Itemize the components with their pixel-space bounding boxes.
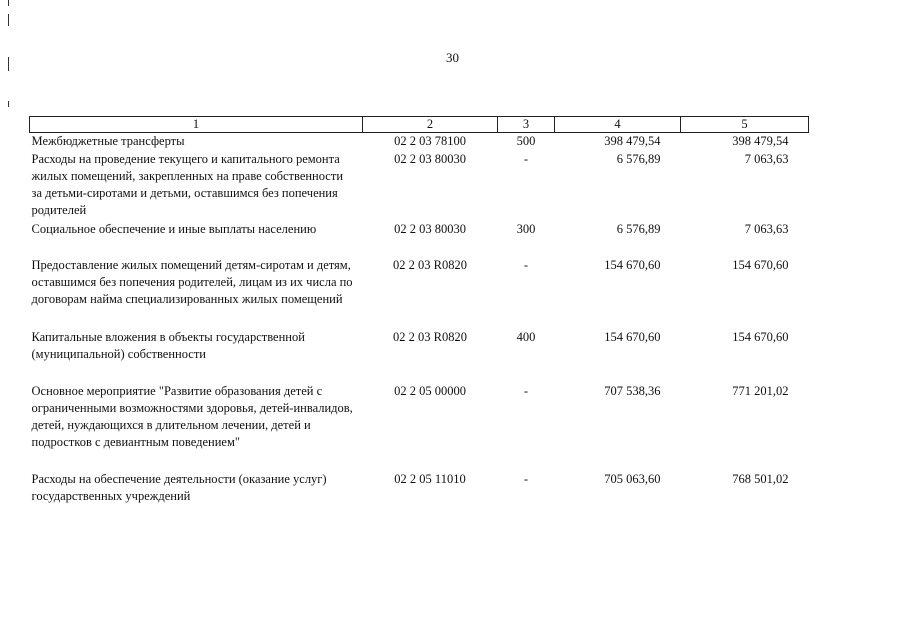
table-row (30, 133, 809, 151)
table-row (30, 471, 809, 507)
row-amount-col4: 707 538,36 (604, 383, 661, 398)
row-name: Предоставление жилых помещений детям-сиротам и детям, оставшимся без попечения родителей, лицам из их числа по договорам найма специализированных жилых помещений (31, 257, 353, 306)
row-code: 02 2 03 80030 (394, 221, 466, 236)
table-row (30, 221, 809, 257)
row-amount-col5: 7 063,63 (744, 151, 789, 166)
row-expense-type: 300 (516, 221, 536, 236)
row-name: Социальное обеспечение и иные выплаты населению (31, 221, 317, 236)
row-amount-col5: 398 479,54 (732, 134, 789, 148)
row-amount-col5: 154 670,60 (732, 329, 789, 344)
row-amount-col4: 154 670,60 (604, 329, 661, 344)
table-header (30, 117, 809, 133)
row-name: Расходы на обеспечение деятельности (оказание услуг) государственных учреждений (31, 471, 327, 503)
row-name: Капитальные вложения в объекты государственной (муниципальной) собственности (31, 329, 305, 361)
column-header-1: 1 (30, 117, 363, 133)
header-row (30, 117, 809, 133)
column-header-5: 5 (681, 117, 809, 133)
row-amount-col5: 771 201,02 (732, 383, 789, 398)
row-code: 02 2 03 R0820 (393, 329, 467, 344)
row-code: 02 2 05 11010 (394, 471, 466, 486)
row-code: 02 2 03 R0820 (393, 257, 467, 272)
scan-mark (8, 101, 9, 107)
row-expense-type: 400 (516, 329, 536, 344)
budget-table (29, 116, 809, 507)
table-row (30, 257, 809, 329)
row-expense-type: - (523, 151, 529, 166)
row-expense-type: - (523, 383, 529, 398)
row-amount-col4: 154 670,60 (604, 257, 661, 272)
table-row (30, 383, 809, 471)
column-header-4: 4 (555, 117, 681, 133)
table-row (30, 329, 809, 383)
row-amount-col4: 6 576,89 (616, 221, 661, 236)
row-name: Основное мероприятие "Развитие образования детей с ограниченными возможностями здоровья, детей-инвалидов, детей, нуждающихся в длительном лечении, детей и подростков с девиантным поведением" (31, 383, 353, 449)
row-amount-col5: 154 670,60 (732, 257, 789, 272)
row-expense-type: 500 (516, 134, 536, 148)
row-name: Межбюджетные трансферты (31, 134, 185, 148)
row-amount-col4: 705 063,60 (604, 471, 661, 486)
row-name: Расходы на проведение текущего и капитального ремонта жилых помещений, закрепленных на праве собственности за детьми-сиротами и детьми, оставшимся без попечения родителей (31, 151, 344, 217)
row-amount-col5: 768 501,02 (732, 471, 789, 486)
row-code: 02 2 05 00000 (394, 383, 466, 398)
table-row (30, 151, 809, 221)
row-amount-col4: 398 479,54 (604, 134, 661, 148)
scan-mark (8, 14, 9, 26)
page-number: 30 (446, 50, 459, 65)
scan-mark (8, 0, 9, 6)
row-code: 02 2 03 78100 (394, 134, 466, 148)
column-header-2: 2 (363, 117, 498, 133)
row-amount-col4: 6 576,89 (616, 151, 661, 166)
row-expense-type: - (523, 471, 529, 486)
row-amount-col5: 7 063,63 (744, 221, 789, 236)
row-expense-type: - (523, 257, 529, 272)
row-code: 02 2 03 80030 (394, 151, 466, 166)
column-header-3: 3 (498, 117, 555, 133)
